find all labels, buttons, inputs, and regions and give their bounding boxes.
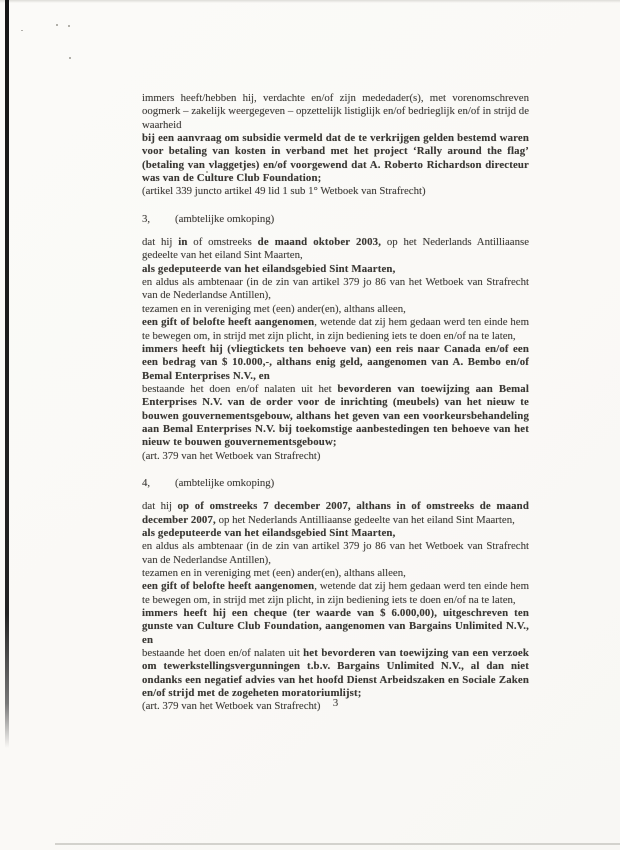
section-number: 4, [142, 476, 151, 489]
clause-run-bold: het bevorderen van toewijzing van een verzoek om tewerkstellingsvergunningen t.b.v. Bargains Unlimited N.V., al dan niet ondanks een negatief advies van het hoofd Dienst Arbeidszaken en Sociale Zaken en/of strijd met de zogeheten moratoriumlijst; [142, 647, 529, 700]
clause [142, 647, 529, 700]
clause-run-bold: in [178, 236, 188, 249]
clause-run: bestaande het doen en/of nalaten uit het [142, 382, 338, 395]
section-label: (ambtelijke omkoping) [175, 476, 275, 489]
clause-run-bold: immers heeft hij (vliegtickets ten behoeve van) een reis naar Canada en/of een een bedrag van $ 10.000,-, althans enig geld, aangenomen van A. Bembo en/of Bemal Enterprises N.V., en [142, 342, 529, 382]
clause-run: en aldus als ambtenaar (in de zin van artikel 379 jo 86 van het Wetboek van Strafrecht van de Nederlandse Antillen), [142, 276, 529, 302]
clause [142, 383, 529, 450]
clause-run: tezamen en in vereniging met (een) ander(en), althans alleen, [142, 567, 406, 579]
clause-run: op het Nederlands Antilliaanse gedeelte van het eiland Sint Maarten, [142, 236, 529, 262]
clause [142, 303, 529, 316]
clause [142, 607, 529, 647]
clause-run: (art. 379 van het Wetboek van Strafrecht) [142, 700, 321, 713]
clause-run-bold: een gift of belofte heeft aangenomen [142, 580, 315, 593]
clause [142, 316, 529, 343]
scan-speck [68, 25, 70, 27]
section-heading [142, 477, 529, 490]
clause [142, 450, 529, 463]
clause [142, 92, 529, 132]
section-number: 3, [142, 212, 151, 225]
clause-run: , wetende dat zij hem gedaan werd ten einde hem te bewegen om, in strijd met zijn plicht, in zijn bediening iets te doen en/of na te laten, [142, 316, 529, 342]
clause [142, 580, 529, 607]
clause-run-bold: als gedeputeerde van het eilandsgebied Sint Maarten, [142, 526, 396, 539]
clause-run: of omstreeks [187, 236, 258, 249]
document-blocks [142, 92, 529, 727]
scan-edge-top [0, 0, 620, 3]
clause-run: en aldus als ambtenaar (in de zin van artikel 379 jo 86 van het Wetboek van Strafrecht van de Nederlandse Antillen), [142, 540, 529, 566]
clause [142, 527, 529, 540]
clause [142, 132, 529, 185]
clause-run: tezamen en in vereniging met (een) ander(en), althans alleen, [142, 302, 406, 315]
clause-run: dat hij [142, 500, 178, 513]
clause-run-bold: op of omstreeks 7 december 2007, althans in of omstreeks de maand december 2007, [142, 500, 529, 526]
clause-run-bold: als gedeputeerde van het eilandsgebied Sint Maarten, [142, 262, 396, 275]
clause-run: bestaande het doen en/of nalaten uit [142, 647, 304, 660]
section-heading [142, 213, 529, 226]
clause-block [142, 92, 529, 199]
clause-run: , wetende dat zij hem gedaan werd ten einde hem te bewegen om, in strijd met zijn plicht, in zijn bediening iets te doen en/of na te laten, [142, 580, 529, 606]
scan-speck [21, 30, 23, 31]
clause-run-bold: immers heeft hij een cheque (ter waarde van $ 6.000,00), uitgeschreven ten gunste van Culture Club Foundation, aangenomen van Bargains Unlimited N.V., en [142, 607, 529, 646]
scan-edge-left [5, 0, 9, 748]
section-label: (ambtelijke omkoping) [175, 212, 275, 225]
clause [142, 185, 529, 198]
clause-run: op het Nederlands Antilliaanse gedeelte van het eiland Sint Maarten, [215, 513, 515, 526]
clause-run: dat hij [142, 236, 179, 249]
clause-run: (artikel 339 juncto artikel 49 lid 1 sub 1° Wetboek van Strafrecht) [142, 185, 426, 198]
clause [142, 276, 529, 303]
page-number: 3 [332, 697, 339, 709]
scan-speck [56, 24, 58, 26]
clause-run: immers heeft/hebben hij, verdachte en/of zijn mededader(s), met vorenomschreven oogmerk – zakelijk weergegeven – opzettelijk listiglijk en/of bedrieglijk en/of in strijd de waarheid [142, 92, 529, 131]
clause-run-bold: een gift of belofte heeft aangenomen [142, 316, 315, 329]
clause-run: (art. 379 van het Wetboek van Strafrecht) [142, 449, 321, 462]
clause [142, 236, 529, 263]
clause-run-bold: bevorderen van toewijzing aan Bemal Enterprises N.V. van de order voor de inrichting (meubels) van het nieuw te bouwen gouvernementsgebouw, althans het geven van een voorkeursbehandeling aan Bemal Enterprises N.V. bij toekomstige aanbestedingen ten behoeve van het nieuw te bouwen gouvernementsgebouw; [142, 382, 529, 449]
clause [142, 343, 529, 383]
clause-block [142, 236, 529, 463]
clause-run-bold: de maand oktober 2003, [257, 236, 382, 249]
clause [142, 540, 529, 567]
clause-run-bold: bij een aanvraag om subsidie vermeld dat de te verkrijgen gelden bestemd waren voor betaling van kosten in verband met het project ‘Rally around the flag’ (betaling van vlaggetjes) en/of voorgewend dat A. Roberto Richardson directeur was van de Culture Club Foundation; [142, 132, 529, 185]
clause-block [142, 500, 529, 714]
scan-edge-bottom [55, 843, 620, 845]
clause [142, 263, 529, 276]
clause [142, 567, 529, 580]
scan-speck [69, 57, 71, 59]
clause [142, 500, 529, 527]
